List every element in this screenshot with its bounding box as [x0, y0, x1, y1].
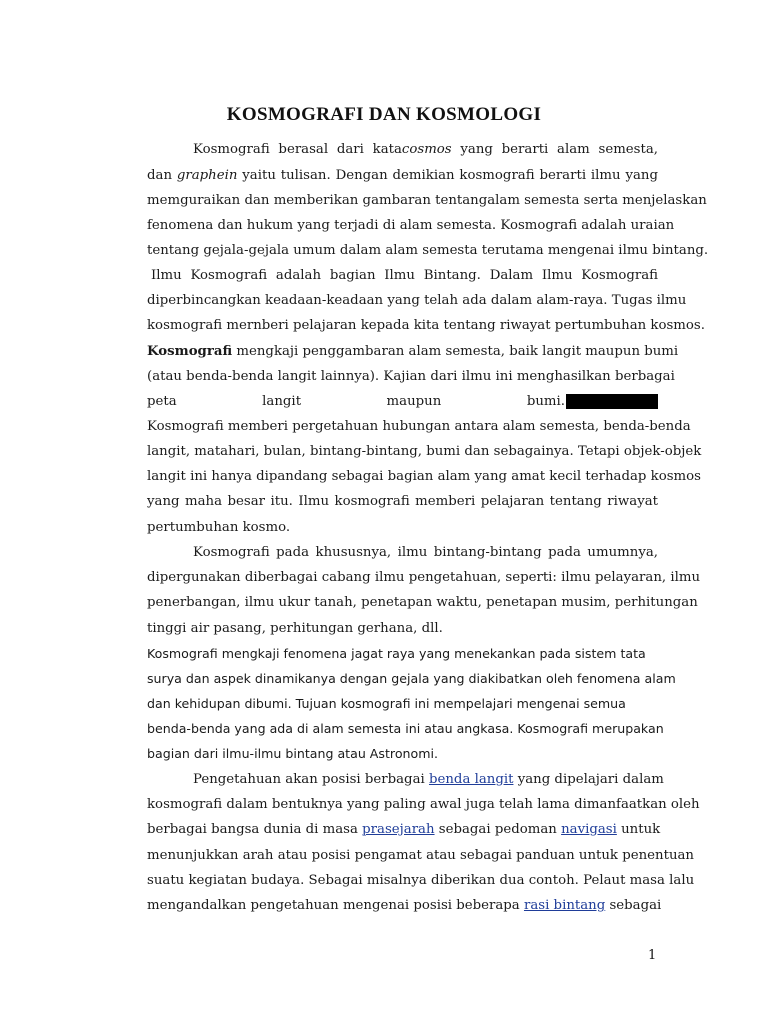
text-line: langit, matahari, bulan, bintang-bintang, bumi dan sebagainya. Tetapi objek-objek: [147, 444, 702, 459]
text-line: bagian dari ilmu-ilmu bintang atau Astronomi.: [147, 746, 438, 761]
page-title: KOSMOGRAFI DAN KOSMOLOGI: [226, 104, 542, 125]
redaction-box: [566, 394, 658, 409]
text-line: tinggi air pasang, perhitungan gerhana, dll.: [147, 621, 443, 636]
text-line: fenomena dan hukum yang terjadi di alam semesta. Kosmografi adalah uraian: [147, 218, 675, 233]
text-line: (atau benda-benda langit lainnya). Kajian dari ilmu ini menghasilkan berbagai: [147, 369, 675, 384]
text-line: peta langit maupun bumi.: [147, 394, 565, 409]
text-line: pertumbuhan kosmo.: [147, 520, 291, 535]
link-rasi-bintang[interactable]: rasi bintang: [523, 898, 606, 913]
text-line: berbagai bangsa dunia di masa prasejarah sebagai pedoman navigasi untuk: [147, 822, 661, 837]
text-line: Kosmografi mengkaji penggambaran alam semesta, baik langit maupun bumi: [147, 344, 679, 359]
text-line: Kosmografi pada khususnya, ilmu bintang-bintang pada umumnya,: [193, 545, 658, 560]
text-line: tentang gejala-gejala umum dalam alam semesta terutama mengenai ilmu bintang.: [147, 243, 709, 258]
text-line: suatu kegiatan budaya. Sebagai misalnya diberikan dua contoh. Pelaut masa lalu: [147, 873, 695, 888]
text-line: kosmografi mernberi pelajaran kepada kita tentang riwayat pertumbuhan kosmos.: [147, 318, 705, 333]
text-line: langit ini hanya dipandang sebagai bagian alam yang amat kecil terhadap kosmos: [147, 469, 701, 484]
page-number: 1: [648, 948, 657, 963]
text-line: menunjukkan arah atau posisi pengamat atau sebagai panduan untuk penentuan: [147, 848, 694, 863]
text-line: penerbangan, ilmu ukur tanah, penetapan waktu, penetapan musim, perhitungan: [147, 595, 698, 610]
link-navigasi[interactable]: navigasi: [561, 822, 617, 837]
text-line: diperbincangkan keadaan-keadaan yang telah ada dalam alam-raya. Tugas ilmu: [147, 293, 687, 308]
text-line: Kosmografi berasal dari katacosmos yang berarti alam semesta,: [193, 142, 659, 157]
text-line: dipergunakan diberbagai cabang ilmu pengetahuan, seperti: ilmu pelayaran, ilmu: [147, 570, 701, 585]
text-line: Pengetahuan akan posisi berbagai benda langit yang dipelajari dalam: [193, 772, 664, 787]
text-line: mengandalkan pengetahuan mengenai posisi beberapa rasi bintang sebagai: [147, 898, 662, 913]
link-prasejarah[interactable]: prasejarah: [362, 822, 435, 837]
text-line: Ilmu Kosmografi adalah bagian Ilmu Bintang. Dalam Ilmu Kosmografi: [151, 268, 658, 283]
text-line: surya dan aspek dinamikanya dengan gejala yang diakibatkan oleh fenomena alam: [147, 671, 676, 686]
text-line: dan kehidupan dibumi. Tujuan kosmografi ini mempelajari mengenai semua: [147, 696, 626, 711]
text-line: kosmografi dalam bentuknya yang paling awal juga telah lama dimanfaatkan oleh: [147, 797, 700, 812]
text-line: Kosmografi mengkaji fenomena jagat raya yang menekankan pada sistem tata: [147, 646, 646, 661]
text-line: Kosmografi memberi pergetahuan hubungan antara alam semesta, benda-benda: [147, 419, 691, 434]
text-line: yang maha besar itu. Ilmu kosmografi memberi pelajaran tentang riwayat: [147, 494, 658, 509]
text-line: dan graphein yaitu tulisan. Dengan demikian kosmografi berarti ilmu yang: [147, 168, 658, 183]
link-benda-langit[interactable]: benda langit: [428, 772, 514, 787]
text-line: benda-benda yang ada di alam semesta ini atau angkasa. Kosmografi merupakan: [147, 721, 664, 736]
text-line: memguraikan dan memberikan gambaran tentangalam semesta serta menjelaskan: [147, 193, 707, 208]
